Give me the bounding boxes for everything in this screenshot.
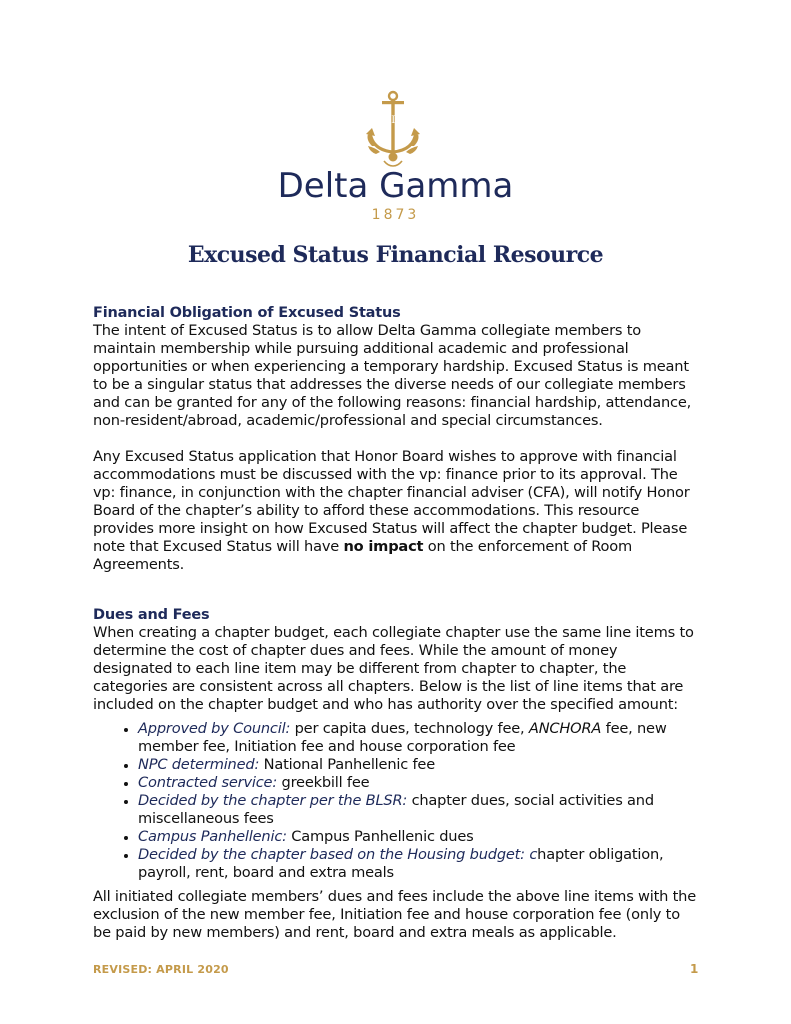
list-item: • NPC determined: National Panhellenic fee	[138, 756, 701, 774]
section-heading-dues-fees: Dues and Fees	[93, 607, 210, 623]
list-item: • Approved by Council: per capita dues, technology fee, ANCHORA fee, new member fee, Initiation fee and house corporation fee	[138, 720, 701, 756]
line-item-list	[93, 720, 701, 882]
paragraph-intent: The intent of Excused Status is to allow Delta Gamma collegiate members to maintain membership while pursuing additional academic and professional opportunities or when experiencing a temporary hardship. Excused Status is meant to be a singular status that addresses the diverse needs of our collegiate members and can be granted for any of the following reasons: financial hardship, attendance, non-resident/abroad, academic/professional and special circumstances.	[93, 322, 692, 429]
paragraph-dues-intro: When creating a chapter budget, each collegiate chapter use the same line items to determine the cost of chapter dues and fees. While the amount of money designated to each line item may be different from chapter to chapter, the categories are consistent across all chapters. Below is the list of line items that are included on the chapter budget and who has authority over the specified amount:	[93, 624, 694, 713]
list-item: • Contracted service: greekbill fee	[138, 774, 701, 792]
logo-letters: ΔΓ	[384, 115, 399, 126]
list-item: • Decided by the chapter per the BLSR: chapter dues, social activities and miscellaneous fees	[138, 792, 701, 828]
revision-date: REVISED: APRIL 2020	[93, 963, 229, 976]
list-item: • Decided by the chapter based on the Housing budget: chapter obligation, payroll, rent, board and extra meals	[138, 846, 701, 882]
document-body	[93, 304, 701, 942]
section-heading-financial-obligation: Financial Obligation of Excused Status	[93, 305, 401, 321]
brand-year: 1873	[371, 207, 420, 223]
paragraph-honor-board: Any Excused Status application that Honor Board wishes to approve with financial accommodations must be discussed with the vp: finance prior to its approval. The vp: finance, in conjunction with the chapter financial adviser (CFA), will notify Honor Board of the chapter’s ability to afford these accommodations. This resource provides more insight on how Excused Status will affect the chapter budget. Please note that Excused Status will have no impact on the enforcement of Room Agreements.	[93, 448, 690, 573]
anchor-icon	[362, 90, 424, 168]
page-number: 1	[690, 962, 699, 976]
no-impact-emphasis: no impact	[343, 538, 424, 555]
page-title: Excused Status Financial Resource	[187, 242, 604, 268]
brand-name: Delta Gamma	[277, 166, 514, 206]
list-item: • Campus Panhellenic: Campus Panhellenic dues	[138, 828, 701, 846]
paragraph-closing: All initiated collegiate members’ dues and fees include the above line items with the exclusion of the new member fee, Initiation fee and house corporation fee (only to be paid by new members) and rent, board and extra meals as applicable.	[93, 888, 696, 941]
